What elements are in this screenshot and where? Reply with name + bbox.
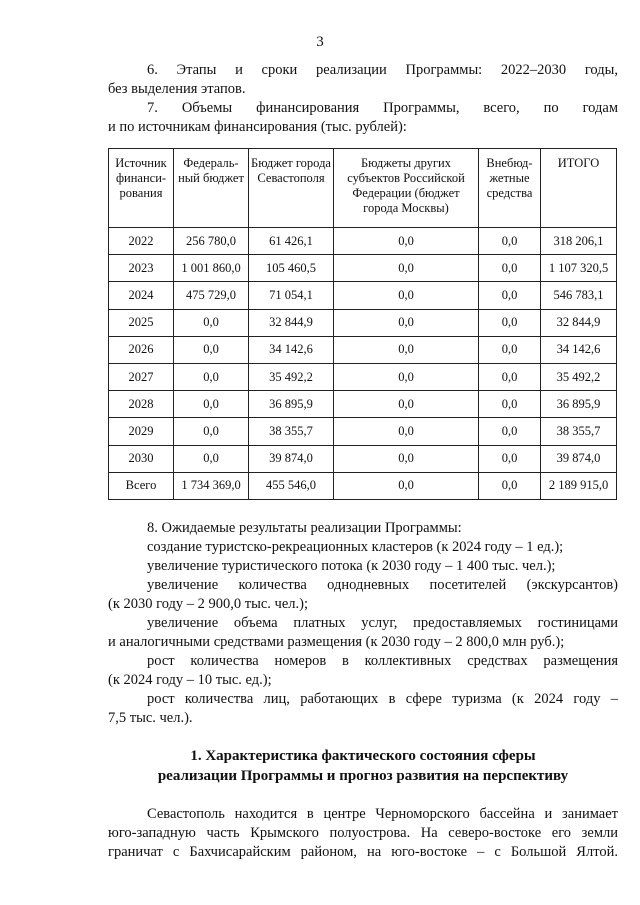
- cell-federal: 0,0: [174, 418, 249, 445]
- cell-other: 0,0: [334, 282, 479, 309]
- section-7-line2: и по источникам финансирования (тыс. рублей):: [108, 119, 407, 135]
- result-item-5-line1: рост количества номеров в коллективных средствах размещения: [147, 653, 618, 669]
- cell-federal: 0,0: [174, 336, 249, 363]
- table-row: [109, 255, 617, 282]
- cell-extra: 0,0: [479, 418, 541, 445]
- table-row: [109, 336, 617, 363]
- page-number: 3: [316, 34, 324, 50]
- cell-other: 0,0: [334, 418, 479, 445]
- table-row: [109, 418, 617, 445]
- result-item-3-line1: увеличение количества однодневных посетителей (экскурсантов): [147, 577, 618, 593]
- result-item-4-line1: увеличение объема платных услуг, предоставляемых гостиницами: [147, 615, 618, 631]
- table-row: [109, 309, 617, 336]
- cell-federal: 256 780,0: [174, 228, 249, 255]
- section-6-line1: 6. Этапы и сроки реализации Программы: 2022–2030 годы,: [147, 62, 618, 78]
- cell-total: 32 844,9: [541, 309, 617, 336]
- cell-federal: 0,0: [174, 391, 249, 418]
- cell-extra: 0,0: [479, 282, 541, 309]
- cell-extra: 0,0: [479, 309, 541, 336]
- cell-sevastopol: 32 844,9: [249, 309, 334, 336]
- result-item-1: создание туристско-рекреационных кластеров (к 2024 году – 1 ед.);: [147, 539, 564, 555]
- cell-total: 2 189 915,0: [541, 472, 617, 499]
- cell-total: 39 874,0: [541, 445, 617, 472]
- cell-extra: 0,0: [479, 391, 541, 418]
- table-row: [109, 391, 617, 418]
- cell-other: 0,0: [334, 228, 479, 255]
- section-6-line2: без выделения этапов.: [108, 81, 246, 97]
- cell-other: 0,0: [334, 445, 479, 472]
- financing-table: [108, 148, 617, 500]
- header-sevastopol: Бюджет города Севастополя: [249, 149, 334, 228]
- cell-sevastopol: 35 492,2: [249, 363, 334, 390]
- result-item-2: увеличение туристического потока (к 2030 году – 1 400 тыс. чел.);: [147, 558, 556, 574]
- section-8-title: 8. Ожидаемые результаты реализации Программы:: [147, 520, 462, 536]
- cell-year: 2029: [109, 418, 174, 445]
- paragraph-line3: граничат с Бахчисарайским районом, на юго-востоке – с Большой Ялтой.: [108, 844, 618, 860]
- result-item-4-line2: и аналогичными средствами размещения (к 2030 году – 2 800,0 млн руб.);: [108, 634, 565, 650]
- cell-year: 2030: [109, 445, 174, 472]
- paragraph-line2: юго-западную часть Крымского полуострова. На северо-востоке его земли: [108, 825, 618, 841]
- cell-total: 38 355,7: [541, 418, 617, 445]
- cell-extra: 0,0: [479, 363, 541, 390]
- result-item-6-line1: рост количества лиц, работающих в сфере туризма (к 2024 году –: [147, 691, 618, 707]
- table-header-row: [109, 149, 617, 228]
- cell-year: 2023: [109, 255, 174, 282]
- cell-year: 2028: [109, 391, 174, 418]
- table-row: [109, 363, 617, 390]
- cell-sevastopol: 38 355,7: [249, 418, 334, 445]
- result-item-3-line2: (к 2030 году – 2 900,0 тыс. чел.);: [108, 596, 309, 612]
- cell-sevastopol: 455 546,0: [249, 472, 334, 499]
- cell-sevastopol: 36 895,9: [249, 391, 334, 418]
- cell-total: 1 107 320,5: [541, 255, 617, 282]
- result-item-6-line2: 7,5 тыс. чел.).: [108, 710, 193, 726]
- cell-sevastopol: 105 460,5: [249, 255, 334, 282]
- header-other-subjects: Бюджеты других субъектов Российской Федерации (бюджет города Москвы): [334, 149, 479, 228]
- cell-year: 2026: [109, 336, 174, 363]
- cell-extra: 0,0: [479, 255, 541, 282]
- cell-other: 0,0: [334, 336, 479, 363]
- cell-federal: 1 001 860,0: [174, 255, 249, 282]
- header-total: ИТОГО: [541, 149, 617, 228]
- cell-year: 2027: [109, 363, 174, 390]
- cell-sevastopol: 39 874,0: [249, 445, 334, 472]
- table-row: [109, 282, 617, 309]
- cell-total: 36 895,9: [541, 391, 617, 418]
- cell-sevastopol: 61 426,1: [249, 228, 334, 255]
- cell-year: 2025: [109, 309, 174, 336]
- cell-other: 0,0: [334, 363, 479, 390]
- paragraph-line1: Севастополь находится в центре Черноморского бассейна и занимает: [147, 806, 618, 822]
- cell-year: 2022: [109, 228, 174, 255]
- header-extrabudgetary: Внебюд-жетные средства: [479, 149, 541, 228]
- table-row: [109, 228, 617, 255]
- cell-year: 2024: [109, 282, 174, 309]
- table-row: [109, 445, 617, 472]
- cell-total: 34 142,6: [541, 336, 617, 363]
- cell-sevastopol: 34 142,6: [249, 336, 334, 363]
- cell-other: 0,0: [334, 255, 479, 282]
- cell-other: 0,0: [334, 472, 479, 499]
- section-7-line1: 7. Объемы финансирования Программы, всего, по годам: [147, 100, 618, 116]
- cell-total: 35 492,2: [541, 363, 617, 390]
- cell-other: 0,0: [334, 309, 479, 336]
- cell-federal: 0,0: [174, 363, 249, 390]
- section-heading-line1: 1. Характеристика фактического состояния сферы: [190, 748, 536, 764]
- cell-federal: 0,0: [174, 445, 249, 472]
- cell-sevastopol: 71 054,1: [249, 282, 334, 309]
- cell-other: 0,0: [334, 391, 479, 418]
- cell-total: 546 783,1: [541, 282, 617, 309]
- cell-federal: 0,0: [174, 309, 249, 336]
- result-item-5-line2: (к 2024 году – 10 тыс. ед.);: [108, 672, 272, 688]
- cell-extra: 0,0: [479, 228, 541, 255]
- cell-federal: 475 729,0: [174, 282, 249, 309]
- header-source: Источник финанси-рования: [109, 149, 174, 228]
- section-heading-line2: реализации Программы и прогноз развития на перспективу: [157, 768, 569, 784]
- cell-extra: 0,0: [479, 336, 541, 363]
- cell-year: Всего: [109, 472, 174, 499]
- cell-total: 318 206,1: [541, 228, 617, 255]
- cell-extra: 0,0: [479, 445, 541, 472]
- header-federal: Федераль-ный бюджет: [174, 149, 249, 228]
- table-total-row: [109, 472, 617, 499]
- cell-federal: 1 734 369,0: [174, 472, 249, 499]
- cell-extra: 0,0: [479, 472, 541, 499]
